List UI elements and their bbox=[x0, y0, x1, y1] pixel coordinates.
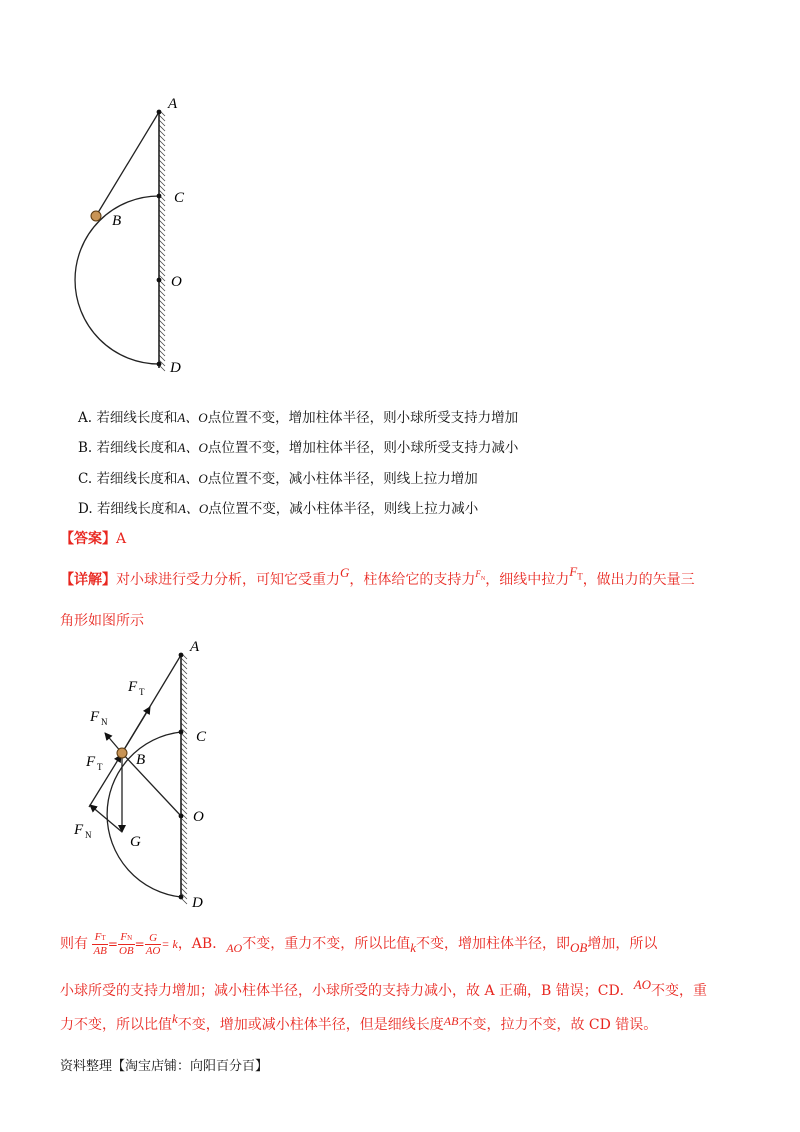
point-d bbox=[157, 362, 162, 367]
svg-text:N: N bbox=[85, 830, 92, 840]
point-c bbox=[179, 730, 184, 735]
label-g: G bbox=[130, 834, 141, 850]
wall-hatching bbox=[181, 653, 187, 904]
string-line bbox=[96, 112, 159, 216]
label-c: C bbox=[196, 729, 207, 745]
label-o: O bbox=[171, 274, 182, 290]
tension-arrow bbox=[122, 707, 150, 753]
normal-force-arrow-triangle bbox=[90, 805, 122, 832]
detail-line-1: 【详解】对小球进行受力分析，可知它受重力G，柱体给它的支持力$^{F_N}$，细线中拉力$F_T$，做出力的矢量三 bbox=[60, 564, 695, 588]
conclusion-line-1: 则有 $\frac{FT}{AB}$ = $\frac{FN}{OB}$ = $\frac{G}{AO}$ = k，AB．AO不变，重力不变，所以比值k不变，增加柱体半径，即OB增加，所以 bbox=[60, 931, 658, 957]
label-b: B bbox=[112, 213, 122, 229]
fraction-g-ao: $\frac{G}{AO}$ bbox=[145, 931, 161, 957]
label-fn-lower bbox=[73, 822, 92, 840]
ball bbox=[91, 211, 101, 221]
label-c: C bbox=[174, 190, 185, 206]
svg-text:N: N bbox=[101, 717, 108, 727]
wall-hatching bbox=[159, 110, 165, 371]
label-o: O bbox=[193, 809, 204, 825]
option-a: A. 若细线长度和A、O点位置不变，增加柱体半径，则小球所受支持力增加 bbox=[78, 410, 519, 426]
label-b: B bbox=[136, 752, 146, 768]
footer-source: 资料整理【淘宝店铺：向阳百分百】 bbox=[60, 1059, 269, 1074]
svg-text:F: F bbox=[74, 822, 84, 838]
label-a: A bbox=[168, 96, 178, 112]
svg-text:F: F bbox=[86, 754, 96, 770]
point-c bbox=[157, 194, 162, 199]
ball bbox=[117, 748, 127, 758]
svg-text:F: F bbox=[90, 709, 100, 725]
point-a bbox=[179, 653, 184, 658]
svg-text:T: T bbox=[139, 687, 145, 697]
figure-1-diagram bbox=[60, 90, 210, 385]
option-d: D. 若细线长度和A、O点位置不变，减小柱体半径，则线上拉力减小 bbox=[78, 501, 479, 517]
point-o bbox=[157, 278, 162, 283]
fraction-ft-ab: $\frac{FT}{AB}$ bbox=[93, 931, 107, 957]
label-a: A bbox=[190, 639, 200, 655]
conclusion-line-3: 力不变，所以比值k不变，增加或减小柱体半径，但是细线长度AB不变，拉力不变，故 CD 错误。 bbox=[60, 1011, 658, 1033]
label-d: D bbox=[170, 360, 181, 376]
label-fn-upper bbox=[89, 709, 108, 727]
point-o bbox=[179, 814, 184, 819]
radius-line bbox=[122, 753, 181, 816]
answer-line: 【答案】A bbox=[60, 531, 127, 547]
figure-2-force-diagram bbox=[60, 635, 220, 915]
label-ft-lower bbox=[85, 754, 103, 772]
option-b: B. 若细线长度和A、O点位置不变，增加柱体半径，则小球所受支持力减小 bbox=[78, 440, 519, 456]
svg-text:F: F bbox=[128, 679, 138, 695]
option-c: C. 若细线长度和A、O点位置不变，减小柱体半径，则线上拉力增加 bbox=[78, 471, 478, 487]
label-ft-upper bbox=[127, 679, 145, 697]
point-d bbox=[179, 895, 184, 900]
svg-text:T: T bbox=[97, 762, 103, 772]
detail-line-2: 角形如图所示 bbox=[60, 613, 144, 629]
label-d: D bbox=[192, 895, 203, 911]
conclusion-line-2: 小球所受的支持力增加；减小柱体半径，小球所受的支持力减小，故 A 正确，B 错误；CD．AO不变，重 bbox=[60, 977, 708, 999]
point-a bbox=[157, 110, 162, 115]
fraction-fn-ob: $\frac{FN}{OB}$ bbox=[118, 931, 134, 957]
